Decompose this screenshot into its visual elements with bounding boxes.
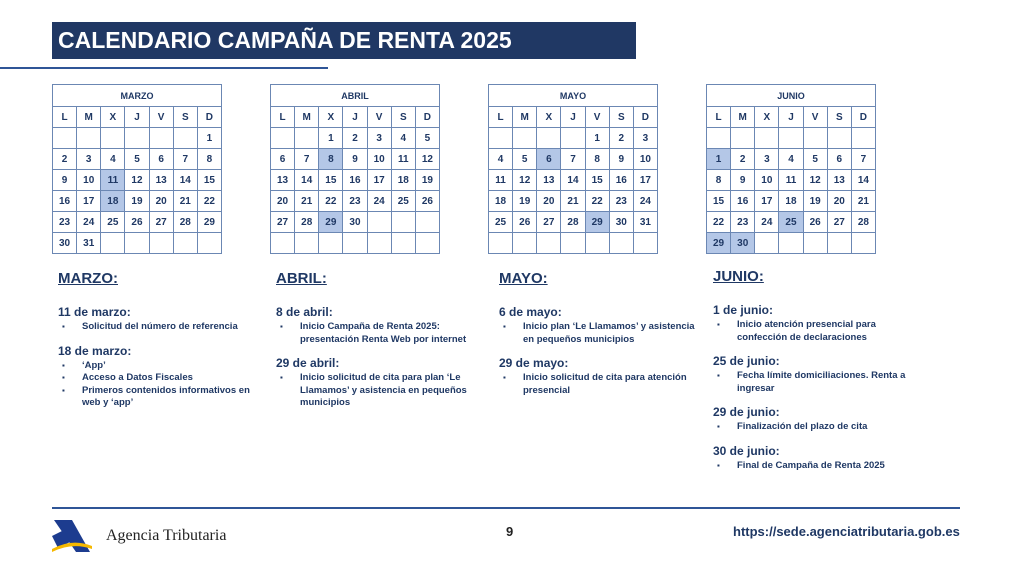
calendar-day: 1 [197,128,221,149]
bullet-item: ▪ Acceso a Datos Fiscales [58,372,258,385]
calendar-day: 12 [803,170,827,191]
calendar-empty-cell [271,128,295,149]
calendar-day: 18 [391,170,415,191]
calendar-week-row [53,170,222,191]
notes-mayo [499,270,699,407]
weekday-header: L [53,107,77,128]
calendar-day: 2 [609,128,633,149]
calendar-day: 29 [319,212,343,233]
weekday-header: D [197,107,221,128]
calendar-day: 17 [77,191,101,212]
calendar-day: 5 [125,149,149,170]
calendar-day: 15 [197,170,221,191]
calendar-week-row [489,128,658,149]
calendar-day: 21 [295,191,319,212]
calendar-day: 26 [803,212,827,233]
calendar-table [706,84,876,254]
bullet-item: ▪ Inicio solicitud de cita para atención presencial [499,372,699,397]
calendar-day: 23 [731,212,755,233]
calendar-day: 6 [537,149,561,170]
weekday-header: L [271,107,295,128]
calendar-empty-cell [513,128,537,149]
calendar-day: 4 [489,149,513,170]
calendar-day: 14 [173,170,197,191]
weekday-header: V [585,107,609,128]
calendar-day: 31 [633,212,657,233]
calendar-day: 2 [731,149,755,170]
calendar-day: 21 [173,191,197,212]
bullet-item: ▪ ‘App’ [58,360,258,373]
bullet-item: ▪ Inicio solicitud de cita para plan ‘Le Llamamos’ y asistencia en pequeños municipios [276,372,476,410]
calendar-empty-cell [561,128,585,149]
weekday-header: J [561,107,585,128]
calendar-day: 6 [271,149,295,170]
calendar-day: 25 [489,212,513,233]
calendar-empty-cell [707,128,731,149]
calendar-day: 29 [197,212,221,233]
calendar-day: 21 [851,191,875,212]
weekday-header: X [755,107,779,128]
calendar-day: 1 [585,128,609,149]
calendar-day: 30 [609,212,633,233]
calendar-day: 17 [367,170,391,191]
bullet-item: ▪ Finalización del plazo de cita [713,421,913,434]
calendar-day: 27 [271,212,295,233]
calendar-day: 3 [77,149,101,170]
calendar-week-row [271,128,440,149]
weekday-header: X [101,107,125,128]
page-title: CALENDARIO CAMPAÑA DE RENTA 2025 [52,22,636,59]
calendar-day: 15 [707,191,731,212]
calendar-empty-cell [803,233,827,254]
calendar-abril [270,84,440,254]
calendar-empty-cell [537,233,561,254]
calendar-day: 6 [827,149,851,170]
calendar-empty-cell [391,212,415,233]
calendar-day: 7 [173,149,197,170]
calendar-day: 11 [391,149,415,170]
calendar-day: 2 [343,128,367,149]
calendar-day: 13 [537,170,561,191]
calendar-week-row [271,233,440,254]
calendar-day: 24 [367,191,391,212]
calendar-week-row [707,191,876,212]
calendar-day: 3 [755,149,779,170]
calendar-day: 23 [53,212,77,233]
calendar-week-row [53,212,222,233]
calendar-empty-cell [391,233,415,254]
calendar-empty-cell [489,233,513,254]
calendar-empty-cell [367,233,391,254]
calendar-day: 26 [513,212,537,233]
footer-divider [52,507,960,509]
calendar-day: 21 [561,191,585,212]
calendar-empty-cell [53,128,77,149]
sede-url-link[interactable]: https://sede.agenciatributaria.gob.es [733,524,960,539]
weekday-header: D [415,107,439,128]
calendar-day: 28 [561,212,585,233]
calendar-empty-cell [779,233,803,254]
calendar-day: 8 [585,149,609,170]
calendar-week-row [53,128,222,149]
calendar-day: 25 [101,212,125,233]
calendar-junio [706,84,876,254]
calendar-day: 9 [53,170,77,191]
calendar-day: 24 [755,212,779,233]
calendar-day: 17 [633,170,657,191]
calendar-day: 4 [101,149,125,170]
calendar-day: 4 [779,149,803,170]
notes-marzo [58,270,258,420]
date-block [58,344,258,410]
weekday-header: J [779,107,803,128]
calendar-week-row [707,149,876,170]
calendar-day: 20 [827,191,851,212]
calendar-day: 27 [149,212,173,233]
calendar-day: 23 [343,191,367,212]
calendar-week-row [707,128,876,149]
calendar-day: 29 [585,212,609,233]
month-heading: JUNIO: [713,268,764,285]
calendar-day: 5 [513,149,537,170]
calendar-empty-cell [415,212,439,233]
weekday-header: X [319,107,343,128]
title-underline [0,67,328,69]
calendar-empty-cell [101,233,125,254]
date-label: 11 de marzo: [58,305,131,319]
calendar-day: 17 [755,191,779,212]
calendar-day: 22 [319,191,343,212]
calendar-day: 15 [319,170,343,191]
date-block [713,303,913,344]
bullet-item: ▪ Fecha límite domiciliaciones. Renta a ingresar [713,370,913,395]
date-label: 29 de abril: [276,356,340,370]
calendar-day: 12 [125,170,149,191]
calendar-day: 16 [731,191,755,212]
date-block [713,405,913,434]
calendar-day: 13 [827,170,851,191]
weekday-header: D [633,107,657,128]
bullet-item: ▪ Primeros contenidos informativos en web y ‘app’ [58,385,258,410]
calendar-day: 11 [489,170,513,191]
agency-name: Agencia Tributaria [106,527,227,544]
calendar-day: 20 [271,191,295,212]
weekday-header: V [803,107,827,128]
weekday-header: M [295,107,319,128]
weekday-header: S [391,107,415,128]
calendar-day: 24 [77,212,101,233]
weekday-header: V [149,107,173,128]
date-block [499,305,699,346]
date-label: 6 de mayo: [499,305,562,319]
calendar-empty-cell [77,128,101,149]
calendar-day: 11 [101,170,125,191]
weekday-header: M [77,107,101,128]
calendar-day: 22 [707,212,731,233]
calendar-week-row [271,170,440,191]
calendar-day: 8 [197,149,221,170]
calendar-day: 7 [561,149,585,170]
calendar-day: 3 [367,128,391,149]
calendar-day: 14 [851,170,875,191]
calendar-day: 28 [295,212,319,233]
calendar-mayo [488,84,658,254]
calendar-day: 5 [803,149,827,170]
calendar-week-row [53,191,222,212]
weekday-header: L [707,107,731,128]
calendar-day: 25 [779,212,803,233]
calendar-empty-cell [295,233,319,254]
calendar-empty-cell [755,233,779,254]
calendar-day: 16 [343,170,367,191]
calendar-empty-cell [803,128,827,149]
calendar-week-row [489,212,658,233]
calendar-day: 7 [851,149,875,170]
agencia-tributaria-logo-icon [50,516,94,556]
calendar-week-row [707,212,876,233]
weekday-header: J [125,107,149,128]
bullet-item: ▪ Solicitud del número de referencia [58,321,258,334]
page-number: 9 [506,524,514,539]
calendar-empty-cell [367,212,391,233]
calendar-day: 18 [489,191,513,212]
calendar-month-name: JUNIO [707,85,876,107]
month-heading: ABRIL: [276,270,327,287]
calendar-empty-cell [173,233,197,254]
calendar-day: 19 [513,191,537,212]
notes-abril [276,270,476,420]
calendar-week-row [707,170,876,191]
calendar-day: 16 [53,191,77,212]
calendar-empty-cell [513,233,537,254]
calendar-empty-cell [755,128,779,149]
calendar-empty-cell [343,233,367,254]
calendar-day: 9 [343,149,367,170]
calendar-day: 10 [755,170,779,191]
calendar-day: 14 [561,170,585,191]
bullet-item: ▪ Inicio plan ‘Le Llamamos’ y asistencia en pequeños municipios [499,321,699,346]
calendar-day: 18 [101,191,125,212]
calendar-week-row [271,212,440,233]
month-heading: MAYO: [499,270,548,287]
date-block [276,305,476,346]
calendar-week-row [53,149,222,170]
calendar-day: 9 [609,149,633,170]
month-heading: MARZO: [58,270,118,287]
calendar-empty-cell [173,128,197,149]
calendar-day: 27 [827,212,851,233]
calendar-day: 28 [173,212,197,233]
calendar-empty-cell [125,128,149,149]
date-label: 18 de marzo: [58,343,132,358]
calendar-day: 8 [319,149,343,170]
weekday-header: S [173,107,197,128]
calendar-week-row [489,149,658,170]
calendar-empty-cell [101,128,125,149]
calendar-day: 28 [851,212,875,233]
calendar-day: 26 [125,212,149,233]
calendar-empty-cell [271,233,295,254]
date-block [276,356,476,410]
calendar-day: 26 [415,191,439,212]
calendar-day: 11 [779,170,803,191]
bullet-item: ▪ Inicio atención presencial para confección de declaraciones [713,319,913,344]
calendar-day: 19 [415,170,439,191]
calendar-day: 31 [77,233,101,254]
calendar-day: 13 [149,170,173,191]
calendar-day: 10 [367,149,391,170]
calendar-empty-cell [827,128,851,149]
calendar-day: 29 [707,233,731,254]
weekday-header: V [367,107,391,128]
date-label: 29 de mayo: [499,356,569,370]
calendar-day: 22 [585,191,609,212]
calendar-day: 30 [731,233,755,254]
calendar-empty-cell [319,233,343,254]
calendar-empty-cell [779,128,803,149]
calendar-empty-cell [585,233,609,254]
date-label: 8 de abril: [276,305,333,319]
date-label: 1 de junio: [713,303,773,317]
calendar-empty-cell [125,233,149,254]
date-label: 30 de junio: [713,443,780,458]
calendar-empty-cell [827,233,851,254]
calendar-day: 3 [633,128,657,149]
calendar-month-name: ABRIL [271,85,440,107]
weekday-header: S [827,107,851,128]
date-block [713,354,913,395]
calendar-week-row [489,191,658,212]
date-label: 29 de junio: [713,405,780,419]
calendar-day: 2 [53,149,77,170]
date-block [58,305,258,334]
calendar-empty-cell [633,233,657,254]
calendar-day: 15 [585,170,609,191]
calendar-day: 4 [391,128,415,149]
bullet-item: ▪ Inicio Campaña de Renta 2025: presentación Renta Web por internet [276,321,476,346]
calendar-week-row [707,233,876,254]
calendar-marzo [52,84,222,254]
calendar-empty-cell [295,128,319,149]
calendar-day: 12 [513,170,537,191]
calendar-empty-cell [609,233,633,254]
date-label: 25 de junio: [713,354,780,368]
calendar-empty-cell [489,128,513,149]
calendar-day: 18 [779,191,803,212]
calendar-day: 19 [803,191,827,212]
calendar-day: 20 [149,191,173,212]
calendar-table [270,84,440,254]
calendar-week-row [489,233,658,254]
calendar-day: 10 [77,170,101,191]
calendar-day: 8 [707,170,731,191]
calendar-day: 20 [537,191,561,212]
calendar-day: 12 [415,149,439,170]
weekday-header: S [609,107,633,128]
calendar-week-row [53,233,222,254]
calendar-empty-cell [537,128,561,149]
weekday-header: M [731,107,755,128]
calendar-table [488,84,658,254]
calendar-day: 5 [415,128,439,149]
calendar-day: 30 [343,212,367,233]
calendar-day: 25 [391,191,415,212]
calendar-day: 16 [609,170,633,191]
calendar-day: 10 [633,149,657,170]
weekday-header: D [851,107,875,128]
calendar-month-name: MAYO [489,85,658,107]
calendar-empty-cell [561,233,585,254]
calendar-empty-cell [731,128,755,149]
calendar-week-row [271,149,440,170]
calendar-day: 1 [319,128,343,149]
calendar-day: 23 [609,191,633,212]
calendar-day: 6 [149,149,173,170]
calendar-table [52,84,222,254]
calendar-day: 7 [295,149,319,170]
calendar-week-row [271,191,440,212]
date-block [713,444,913,473]
calendar-day: 9 [731,170,755,191]
calendar-day: 19 [125,191,149,212]
calendar-empty-cell [197,233,221,254]
calendar-month-name: MARZO [53,85,222,107]
calendar-day: 1 [707,149,731,170]
notes-junio [713,268,913,482]
calendar-empty-cell [149,128,173,149]
weekday-header: M [513,107,537,128]
weekday-header: L [489,107,513,128]
calendar-empty-cell [149,233,173,254]
calendar-day: 27 [537,212,561,233]
calendar-day: 14 [295,170,319,191]
calendar-day: 24 [633,191,657,212]
weekday-header: X [537,107,561,128]
weekday-header: J [343,107,367,128]
calendar-week-row [489,170,658,191]
calendar-empty-cell [851,233,875,254]
calendar-day: 22 [197,191,221,212]
calendar-day: 30 [53,233,77,254]
date-block [499,356,699,397]
calendar-empty-cell [415,233,439,254]
calendar-day: 13 [271,170,295,191]
calendar-empty-cell [851,128,875,149]
bullet-item: ▪ Final de Campaña de Renta 2025 [713,460,913,473]
